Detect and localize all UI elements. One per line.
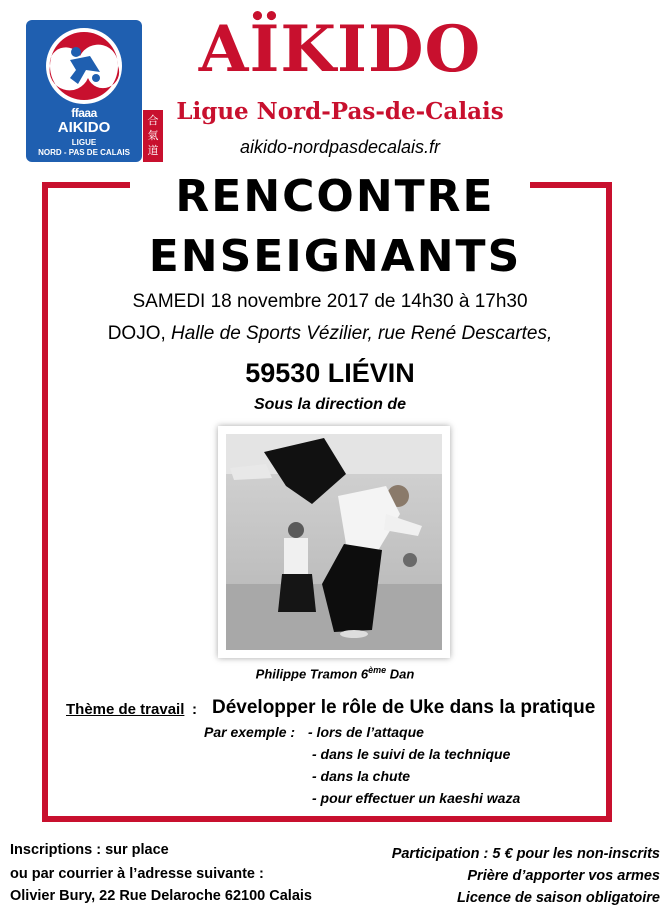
registration-address: Olivier Bury, 22 Rue Delaroche 62100 Calais <box>10 888 312 904</box>
caption-rank: Dan <box>386 666 415 682</box>
page-title: AÏKIDO <box>198 12 482 87</box>
example-item: - pour effectuer un kaeshi waza <box>312 790 521 806</box>
aikido-throw-image-icon <box>226 434 442 650</box>
logo-ligue-text: LIGUE <box>71 138 97 147</box>
kanji-seal <box>143 110 163 162</box>
caption-name: Philippe Tramon 6 <box>255 666 369 682</box>
example-item: - dans le suivi de la technique <box>312 746 511 762</box>
event-heading-line1: RENCONTRE <box>175 171 495 222</box>
kanji-char: 氣 <box>147 129 159 142</box>
participation-fee: Participation : 5 € pour les non-inscrits <box>391 846 660 862</box>
example-item: - lors de l’attaque <box>308 724 424 740</box>
license-note: Licence de saison obligatoire <box>456 890 660 906</box>
direction-label: Sous la direction de <box>253 396 407 413</box>
website-link[interactable]: aikido-nordpasdecalais.fr <box>239 137 441 157</box>
event-heading-line2: ENSEIGNANTS <box>148 231 522 282</box>
logo-federation-acronym: ffaaa <box>71 106 97 120</box>
example-item: - dans la chute <box>312 768 411 784</box>
registration-info: ou par courrier à l’adresse suivante : <box>10 866 264 882</box>
theme-text: Développer le rôle de Uke dans la pratique <box>212 697 596 718</box>
logo-region-text: NORD - PAS DE CALAIS <box>38 148 130 157</box>
theme-label: Thème de travail <box>66 701 185 718</box>
registration-info: Inscriptions : sur place <box>10 842 169 858</box>
event-city: 59530 LIÉVIN <box>245 358 415 388</box>
instructor-photo <box>226 434 442 650</box>
photo-caption <box>200 665 470 681</box>
aikido-emblem-icon <box>40 26 128 108</box>
league-name: Ligue Nord-Pas-de-Calais <box>176 98 504 125</box>
address-venue: Halle de Sports Vézilier, rue René Descartes, <box>165 323 553 344</box>
event-address <box>50 322 610 346</box>
kanji-char: 道 <box>147 144 159 157</box>
federation-logo <box>26 20 142 162</box>
caption-superscript: ème <box>368 665 387 675</box>
kanji-char: 合 <box>147 114 159 127</box>
bring-weapons-note: Prière d’apporter vos armes <box>467 868 660 884</box>
logo-aikido-text: AIKIDO <box>57 119 111 136</box>
event-date: SAMEDI 18 novembre 2017 de 14h30 à 17h30 <box>132 291 528 312</box>
example-label: Par exemple : <box>204 724 296 740</box>
address-prefix: DOJO, <box>107 323 166 344</box>
theme-colon: : <box>192 701 197 718</box>
instructor-photo-frame <box>218 426 450 658</box>
